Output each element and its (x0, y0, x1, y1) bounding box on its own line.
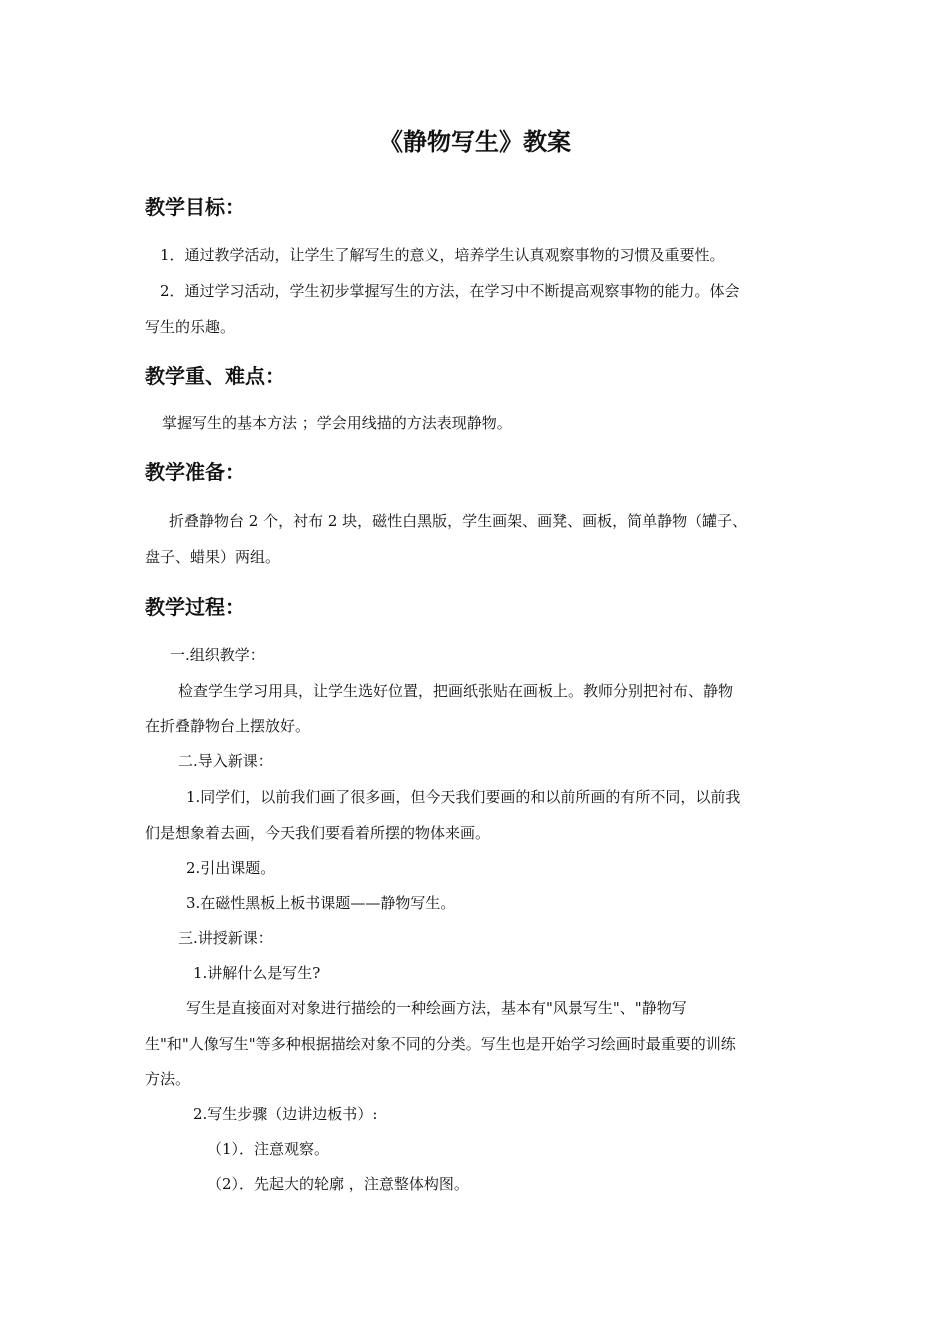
process-intro-1b: 们是想象着去画，今天我们要看着所摆的物体来画。 (145, 824, 491, 842)
process-step-outline: （2）．先起大的轮廓 ，注意整体构图。 (207, 1175, 469, 1193)
document-title: 《静物写生》教案 (379, 128, 571, 156)
process-organize-text-2: 在折叠静物台上摆放好。 (145, 717, 311, 735)
preparation-line-1: 折叠静物台 2 个，衬布 2 块，磁性白黑版，学生画架、画凳、画板，简单静物（罐子、 (169, 512, 748, 530)
process-step-intro: 二.导入新课： (178, 752, 273, 770)
key-points-text: 掌握写生的基本方法 ；学会用线描的方法表现静物。 (162, 414, 512, 432)
key-points-heading: 教学重、难点： (145, 364, 285, 388)
process-intro-1a: 1.同学们，以前我们画了很多画，但今天我们要画的和以前所画的有所不同，以前我 (186, 788, 741, 806)
process-step-organize: 一.组织教学： (170, 646, 265, 664)
process-intro-3: 3.在磁性黑板上板书课题——静物写生。 (186, 894, 456, 912)
process-organize-text-1: 检查学生学习用具，让学生选好位置，把画纸张贴在画板上。教师分别把衬布、静物 (178, 682, 734, 700)
process-teach-def-1: 写生是直接面对对象进行描绘的一种绘画方法，基本有"风景写生"、"静物写 (186, 999, 687, 1017)
objectives-heading: 教学目标： (145, 195, 245, 219)
process-teach-def-3: 方法。 (145, 1070, 191, 1088)
process-step-teach: 三.讲授新课： (178, 929, 273, 947)
process-teach-2: 2.写生步骤（边讲边板书）: (193, 1105, 378, 1123)
process-teach-1: 1.讲解什么是写生? (193, 964, 321, 982)
process-heading: 教学过程： (145, 595, 245, 619)
objective-2-continued: 写生的乐趣。 (145, 318, 236, 336)
process-teach-def-2: 生"和"人像写生"等多种根据描绘对象不同的分类。写生也是开始学习绘画时最重要的训练 (145, 1035, 736, 1053)
preparation-line-2: 盘子、蜡果）两组。 (145, 548, 281, 566)
process-step-observe: （1）．注意观察。 (207, 1140, 330, 1158)
preparation-heading: 教学准备： (145, 460, 245, 484)
objective-1: 1．通过教学活动，让学生了解写生的意义，培养学生认真观察事物的习惯及重要性。 (160, 246, 725, 264)
objective-2: 2．通过学习活动，学生初步掌握写生的方法，在学习中不断提高观察事物的能力。体会 (160, 282, 740, 300)
process-intro-2: 2.引出课题。 (186, 859, 276, 877)
